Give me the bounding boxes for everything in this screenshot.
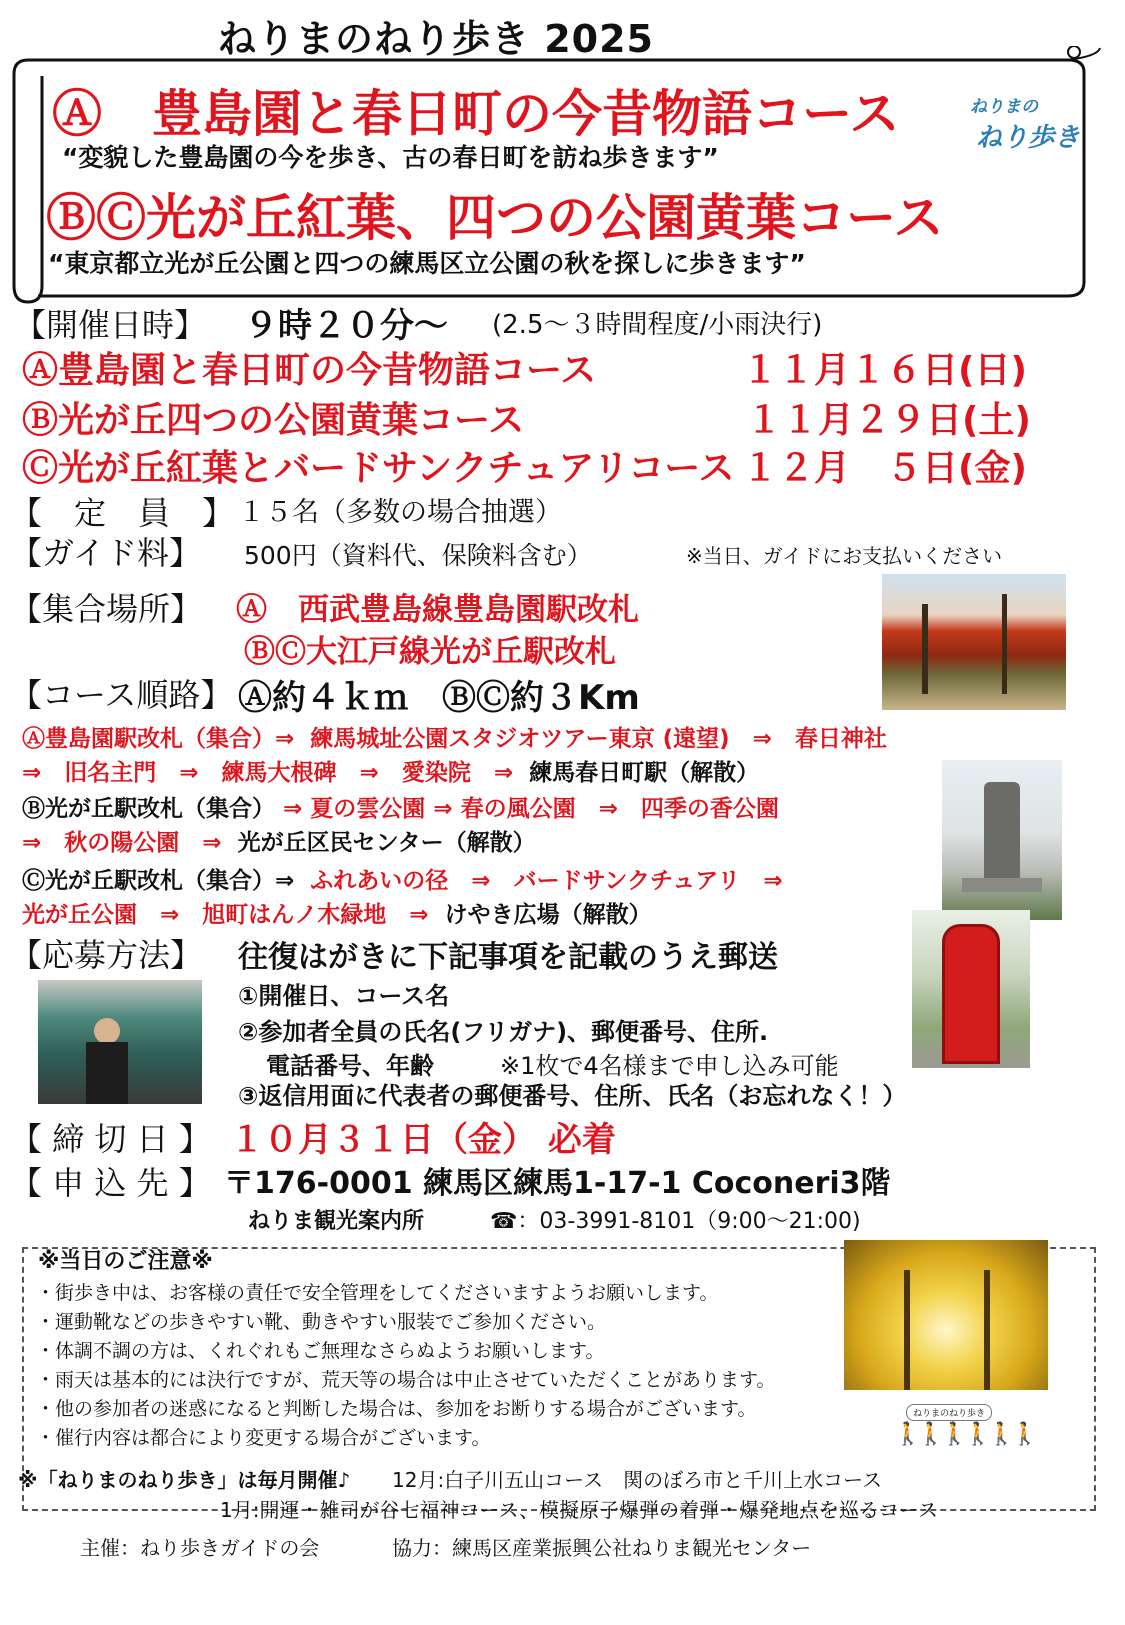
deadline-value: １０月３１日（金） 必着: [230, 1120, 616, 1160]
route-a-line2: [22, 754, 759, 787]
route-a-line1: [22, 720, 887, 753]
route-a-start: Ⓐ豊島園駅改札（集合）⇒: [22, 726, 295, 752]
route-c-stops-2: 光が丘公園 ⇒ 旭町はんノ木緑地 ⇒: [22, 902, 429, 928]
duration-note: (2.5～３時間程度/小雨決行): [492, 310, 823, 340]
ginkgo-avenue-photo: [844, 1240, 1048, 1390]
destination-address: 〒176-0001 練馬区練馬1-17-1 Coconeri3階: [224, 1166, 891, 1201]
fee-label: 【ガイド料】: [10, 534, 202, 572]
route-distance: Ⓐ約４ｋｍ ⒷⒸ約３Km: [238, 678, 640, 718]
apply-item-3: ③返信用面に代表者の郵便番号、住所、氏名（お忘れなく！）: [238, 1082, 907, 1110]
note-item: ・催行内容は都合により変更する場合がございます。: [36, 1427, 491, 1449]
apply-item-2: ②参加者全員の氏名(フリガナ)、郵便番号、住所.: [238, 1018, 769, 1046]
schedule-course-b: Ⓑ光が丘四つの公園黄葉コース: [22, 400, 525, 441]
schedule-course-c: Ⓒ光が丘紅葉とバードサンクチュアリコース: [22, 448, 735, 489]
capacity-label: 【 定 員 】: [10, 494, 235, 532]
route-a-end: 練馬春日町駅（解散）: [529, 760, 760, 786]
cooperation: 協力：練馬区産業振興公社ねりま観光センター: [392, 1536, 812, 1560]
note-item: ・雨天は基本的には決行ですが、荒天等の場合は中止させていただくことがあります。: [36, 1369, 776, 1391]
route-b-start: Ⓑ光が丘駅改札（集合）: [22, 796, 275, 822]
apply-label: 【応募方法】: [10, 936, 203, 974]
schedule-date-b: １１月２９日(土): [746, 400, 1031, 441]
nerimanoneri-logo: [970, 92, 1090, 176]
route-a-stops-1: 練馬城址公園スタジオツアー東京 (遠望) ⇒ 春日神社: [310, 726, 887, 752]
schedule-course-a: Ⓐ豊島園と春日町の今昔物語コース: [22, 350, 597, 391]
apply-item-1: ①開催日、コース名: [238, 982, 450, 1010]
schedule-label: 【開催日時】: [14, 306, 207, 344]
red-booth-photo: [912, 910, 1030, 1068]
monument-photo: [942, 760, 1062, 920]
meeting-place-a: Ⓐ 西武豊島線豊島園駅改札: [236, 592, 639, 628]
walking-people-icon: 🚶🚶🚶🚶🚶🚶: [894, 1422, 1035, 1447]
deadline-label: 【 締 切 日 】: [10, 1120, 211, 1158]
route-c-start: Ⓒ光が丘駅改札（集合）⇒: [22, 868, 295, 894]
schedule-date-c: １２月 ５日(金): [742, 448, 1027, 489]
apply-item-2-note: ※1枚で4名様まで申し込み可能: [500, 1052, 839, 1080]
logo-line2: ねり歩き: [976, 123, 1081, 153]
meeting-place-bc: ⒷⒸ大江戸線光が丘駅改札: [244, 634, 616, 670]
january-courses: 1月:開運・雑司が谷七福神コース、模擬原子爆弾の着弾・爆発地点を巡るコース: [220, 1498, 939, 1522]
organizer: 主催：ねり歩きガイドの会: [80, 1536, 320, 1560]
course-bc-subtitle: “東京都立光が丘公園と四つの練馬区立公園の秋を探しに歩きます”: [48, 249, 806, 278]
capacity-value: １５名（多数の場合抽選）: [238, 497, 562, 528]
monthly-note: ※「ねりまのねり歩き」は毎月開催♪: [18, 1468, 351, 1492]
note-item: ・運動靴などの歩きやすい靴、動きやすい服装でご参加ください。: [36, 1311, 607, 1333]
start-time: ９時２０分～: [244, 306, 448, 346]
train-photo: [38, 980, 202, 1104]
note-item: ・街歩き中は、お客様の責任で安全管理をしてくださいますようお願いします。: [36, 1282, 719, 1304]
route-label: 【コース順路】: [10, 676, 233, 714]
course-a-subtitle: “変貌した豊島園の今を歩き、古の春日町を訪ね歩きます”: [62, 143, 719, 172]
notes-title: ※当日のご注意※: [38, 1249, 213, 1274]
note-item: ・体調不調の方は、くれぐれもご無理なさらぬようお願いします。: [36, 1340, 605, 1362]
apply-item-2b: 電話番号、年齢: [266, 1052, 434, 1080]
logo-line1: ねりまの: [970, 97, 1038, 117]
december-courses: 12月:白子川五山コース 関のぼろ市と千川上水コース: [392, 1468, 883, 1492]
route-b-stops-2: ⇒ 秋の陽公園 ⇒: [22, 830, 222, 856]
destination-label: 【 申 込 先 】: [10, 1164, 211, 1202]
walkers-illustration: [888, 1404, 1048, 1450]
fee-value: 500円（資料代、保険料含む）: [244, 541, 592, 570]
course-bc-title: ⒷⒸ光が丘紅葉、四つの公園黄葉コース: [46, 189, 944, 247]
route-c-stops-1: ふれあいの径 ⇒ バードサンクチュアリ ⇒: [310, 868, 783, 894]
walkers-banner: ねりまのねり歩き: [906, 1404, 992, 1421]
route-b-line2: [22, 824, 536, 857]
course-a-title: Ⓐ 豊島園と春日町の今昔物語コース: [52, 85, 900, 143]
apply-lead: 往復はがきに下記事項を記載のうえ郵送: [238, 940, 778, 975]
route-c-end: けやき広場（解散）: [444, 902, 652, 928]
meeting-label: 【集合場所】: [10, 590, 203, 628]
note-item: ・他の参加者の迷惑になると判断した場合は、参加をお断りする場合がございます。: [36, 1398, 757, 1420]
schedule-date-a: １１月１６日(日): [742, 350, 1027, 391]
page-title: ねりまのねり歩き 2025: [218, 17, 654, 61]
fee-note: ※当日、ガイドにお支払いください: [686, 544, 1003, 568]
route-c-line2: [22, 896, 652, 929]
route-b-end: 光が丘区民センター（解散）: [237, 830, 536, 856]
route-b-line1: [22, 790, 779, 823]
destination-phone: ☎：03-3991-8101（9:00～21:00): [490, 1209, 861, 1234]
route-a-stops-2: ⇒ 旧名主門 ⇒ 練馬大根碑 ⇒ 愛染院 ⇒: [22, 760, 514, 786]
route-c-line1: [22, 862, 783, 895]
autumn-leaves-photo: [882, 574, 1066, 710]
route-b-stops-1: ⇒ 夏の雲公園 ⇒ 春の風公園 ⇒ 四季の香公園: [283, 796, 779, 822]
destination-office: ねりま観光案内所: [248, 1209, 425, 1234]
